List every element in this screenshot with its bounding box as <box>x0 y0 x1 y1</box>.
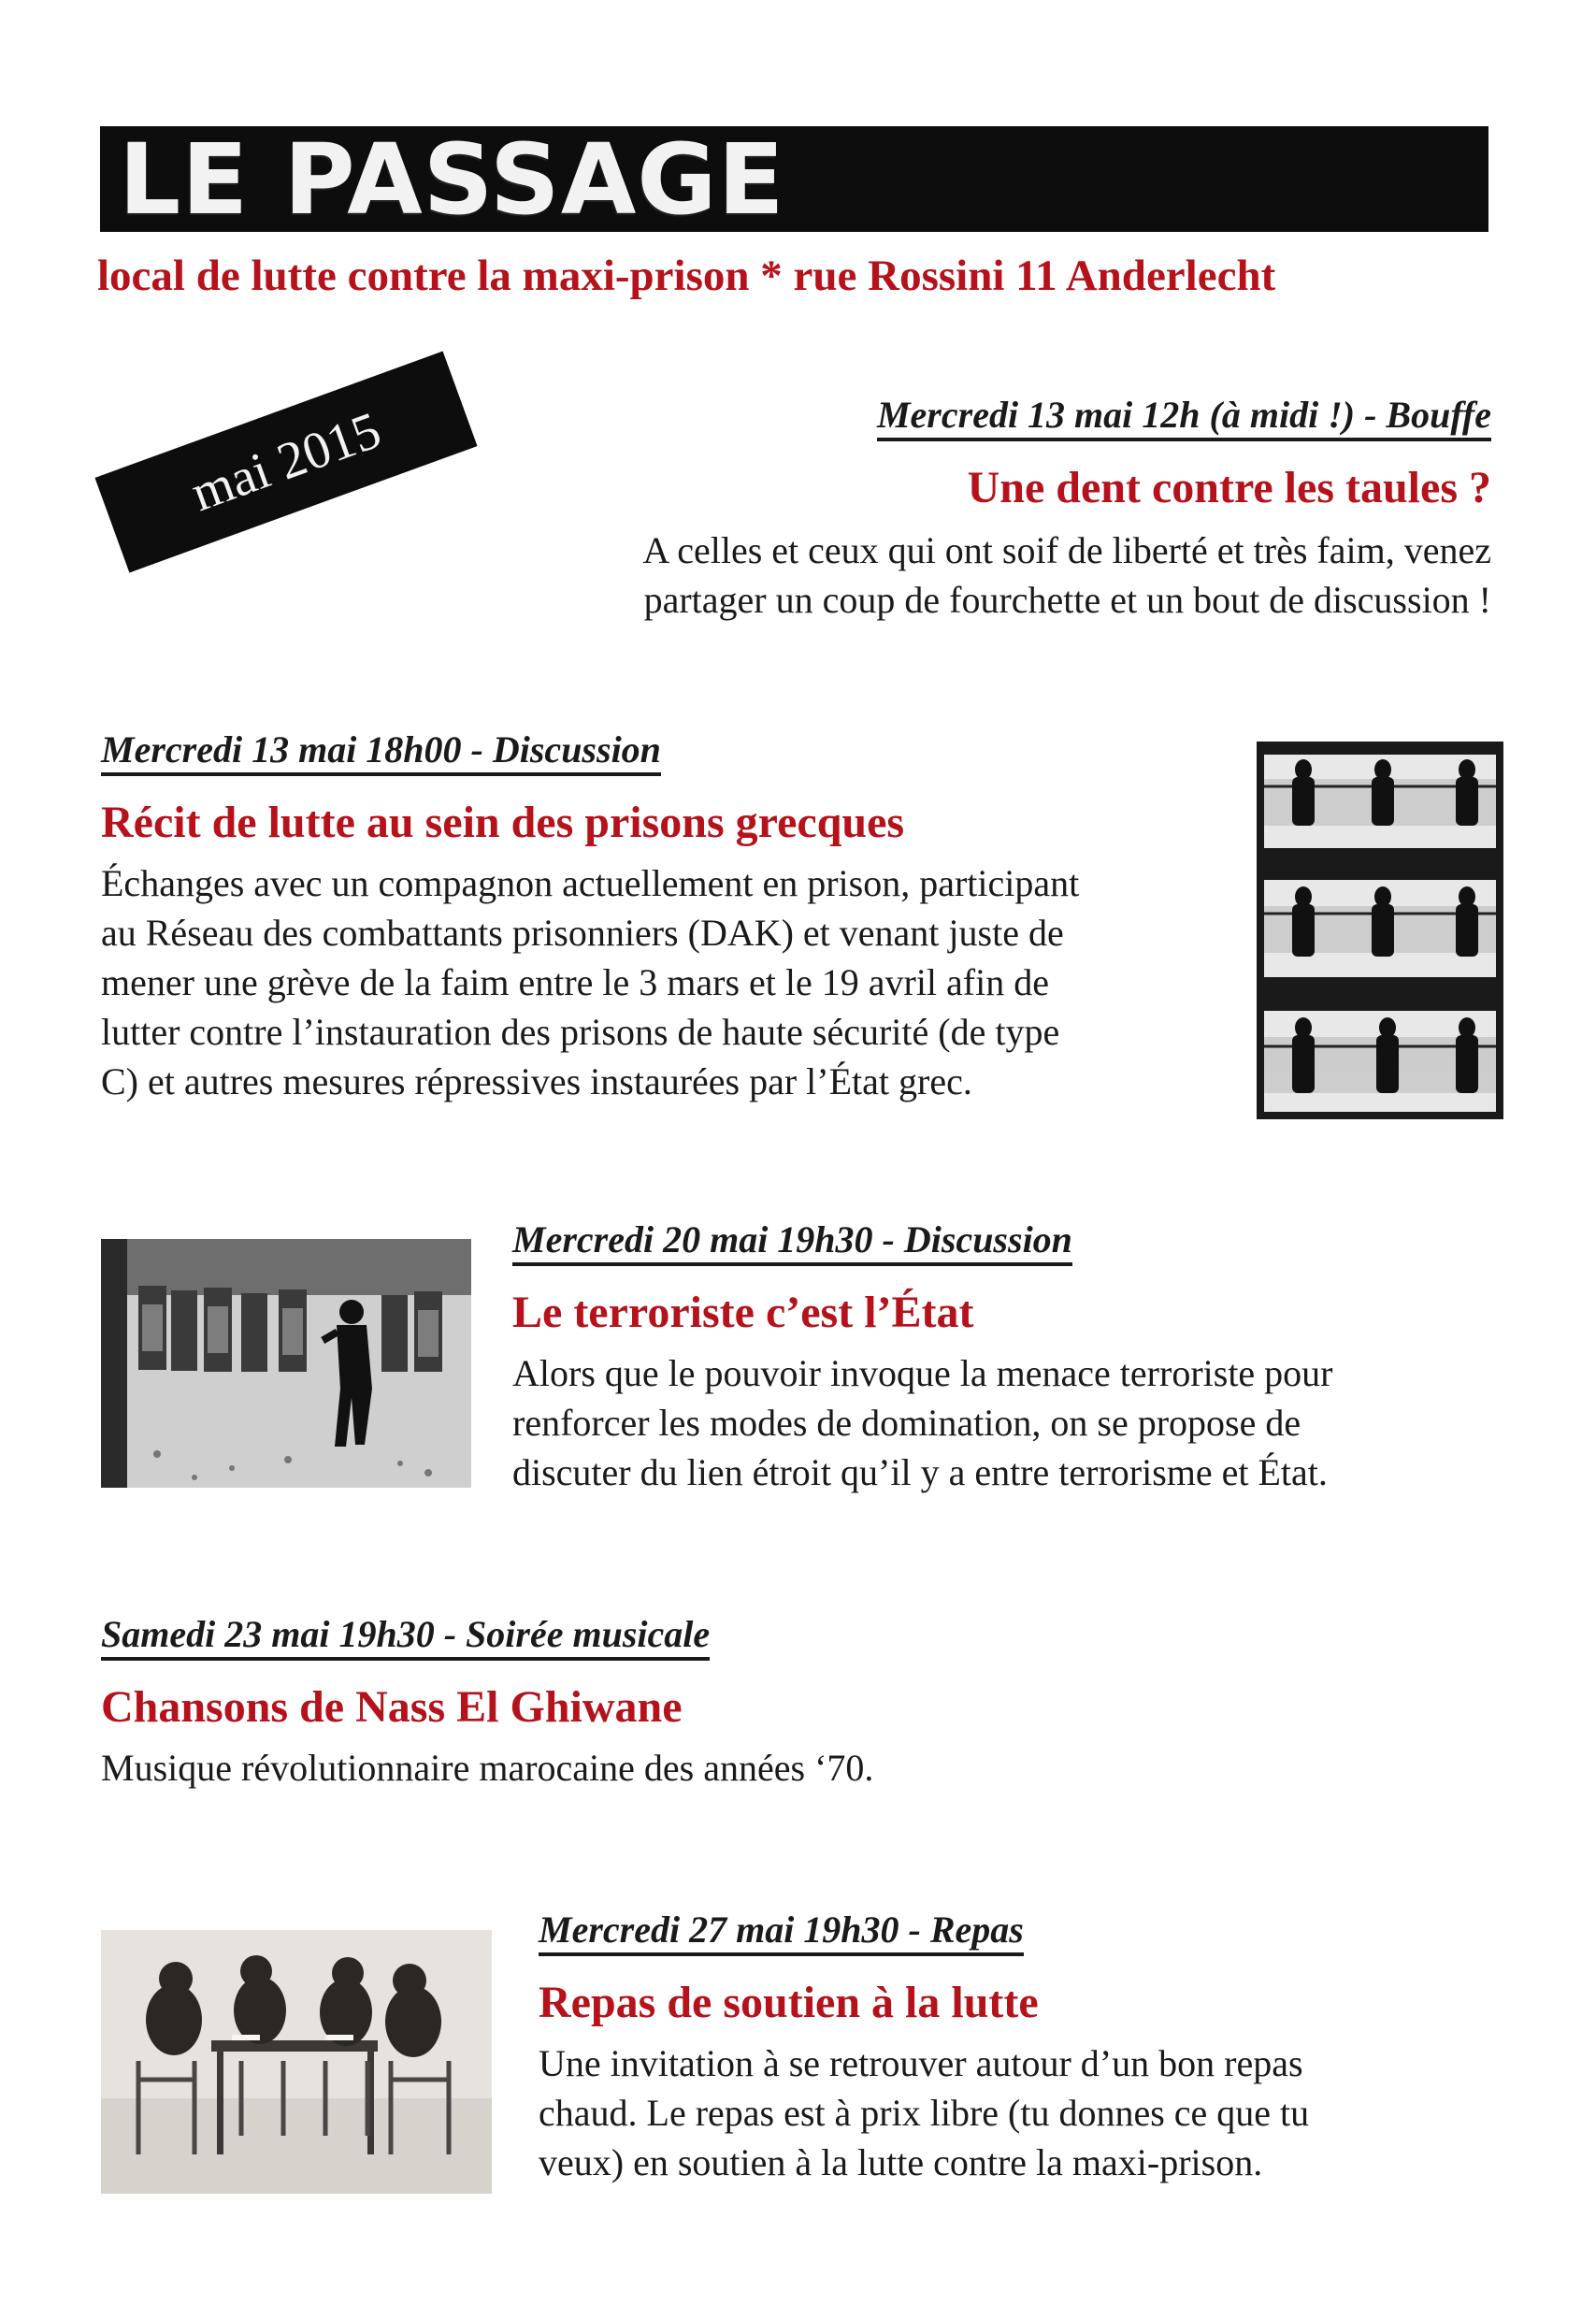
description-line: A celles et ceux qui ont soif de liberté et très faim, venez <box>642 529 1491 571</box>
page-title: LE PASSAGE <box>119 122 785 237</box>
event-3 <box>512 1216 1503 1497</box>
title-banner <box>100 122 1488 237</box>
event-5 <box>539 1906 1502 2187</box>
page-subtitle: local de lutte contre la maxi-prison * rue Rossini 11 Anderlecht <box>97 252 1276 300</box>
event-heading: Mercredi 20 mai 19h30 - Discussion <box>512 1218 1072 1266</box>
description-line: Alors que le pouvoir invoque la menace terroriste pour <box>512 1352 1333 1394</box>
event-title: Une dent contre les taules ? <box>967 463 1491 512</box>
event-title: Repas de soutien à la lutte <box>539 1978 1039 2027</box>
event-description <box>512 1348 1503 1497</box>
description-line: discuter du lien étroit qu’il y a entre terrorisme et État. <box>512 1451 1328 1493</box>
event-title: Chansons de Nass El Ghiwane <box>101 1682 683 1732</box>
description-line: Une invitation à se retrouver autour d’un bon repas <box>539 2042 1303 2084</box>
description-line: partager un coup de fourchette et un bout de discussion ! <box>643 579 1491 621</box>
event-2 <box>101 726 1251 1106</box>
prison-silhouettes-photo <box>1257 742 1503 1119</box>
event-1 <box>505 391 1491 625</box>
event-description <box>539 2038 1502 2187</box>
event-description <box>505 526 1491 625</box>
description-line: C) et autres mesures répressives instaurées par l’État grec. <box>101 1060 972 1102</box>
date-tag: mai 2015 <box>94 352 477 573</box>
event-4 <box>101 1610 1410 1793</box>
description-line: veux) en soutien à la lutte contre la maxi-prison. <box>539 2141 1263 2183</box>
event-heading: Mercredi 13 mai 18h00 - Discussion <box>101 728 661 776</box>
event-description <box>101 858 1251 1106</box>
event-heading: Samedi 23 mai 19h30 - Soirée musicale <box>101 1613 710 1661</box>
description-line: lutter contre l’instauration des prisons de haute sécurité (de type <box>101 1011 1060 1053</box>
event-title: Le terroriste c’est l’État <box>512 1288 974 1337</box>
description-line: mener une grève de la faim entre le 3 mars et le 19 avril afin de <box>101 961 1049 1003</box>
chimpanzees-at-table-photo <box>101 1930 492 2194</box>
event-heading: Mercredi 27 mai 19h30 - Repas <box>539 1908 1024 1956</box>
riot-police-photo <box>101 1239 471 1488</box>
description-line: renforcer les modes de domination, on se propose de <box>512 1402 1301 1444</box>
event-heading: Mercredi 13 mai 12h (à midi !) - Bouffe <box>877 394 1491 441</box>
description-line: chaud. Le repas est à prix libre (tu donnes ce que tu <box>539 2092 1310 2134</box>
description-line: Échanges avec un compagnon actuellement en prison, participant <box>101 862 1080 904</box>
description-line: au Réseau des combattants prisonniers (DAK) et venant juste de <box>101 912 1064 954</box>
event-description <box>101 1743 1410 1793</box>
description-line: Musique révolutionnaire marocaine des années ‘70. <box>101 1747 874 1789</box>
event-title: Récit de lutte au sein des prisons grecques <box>101 798 905 847</box>
